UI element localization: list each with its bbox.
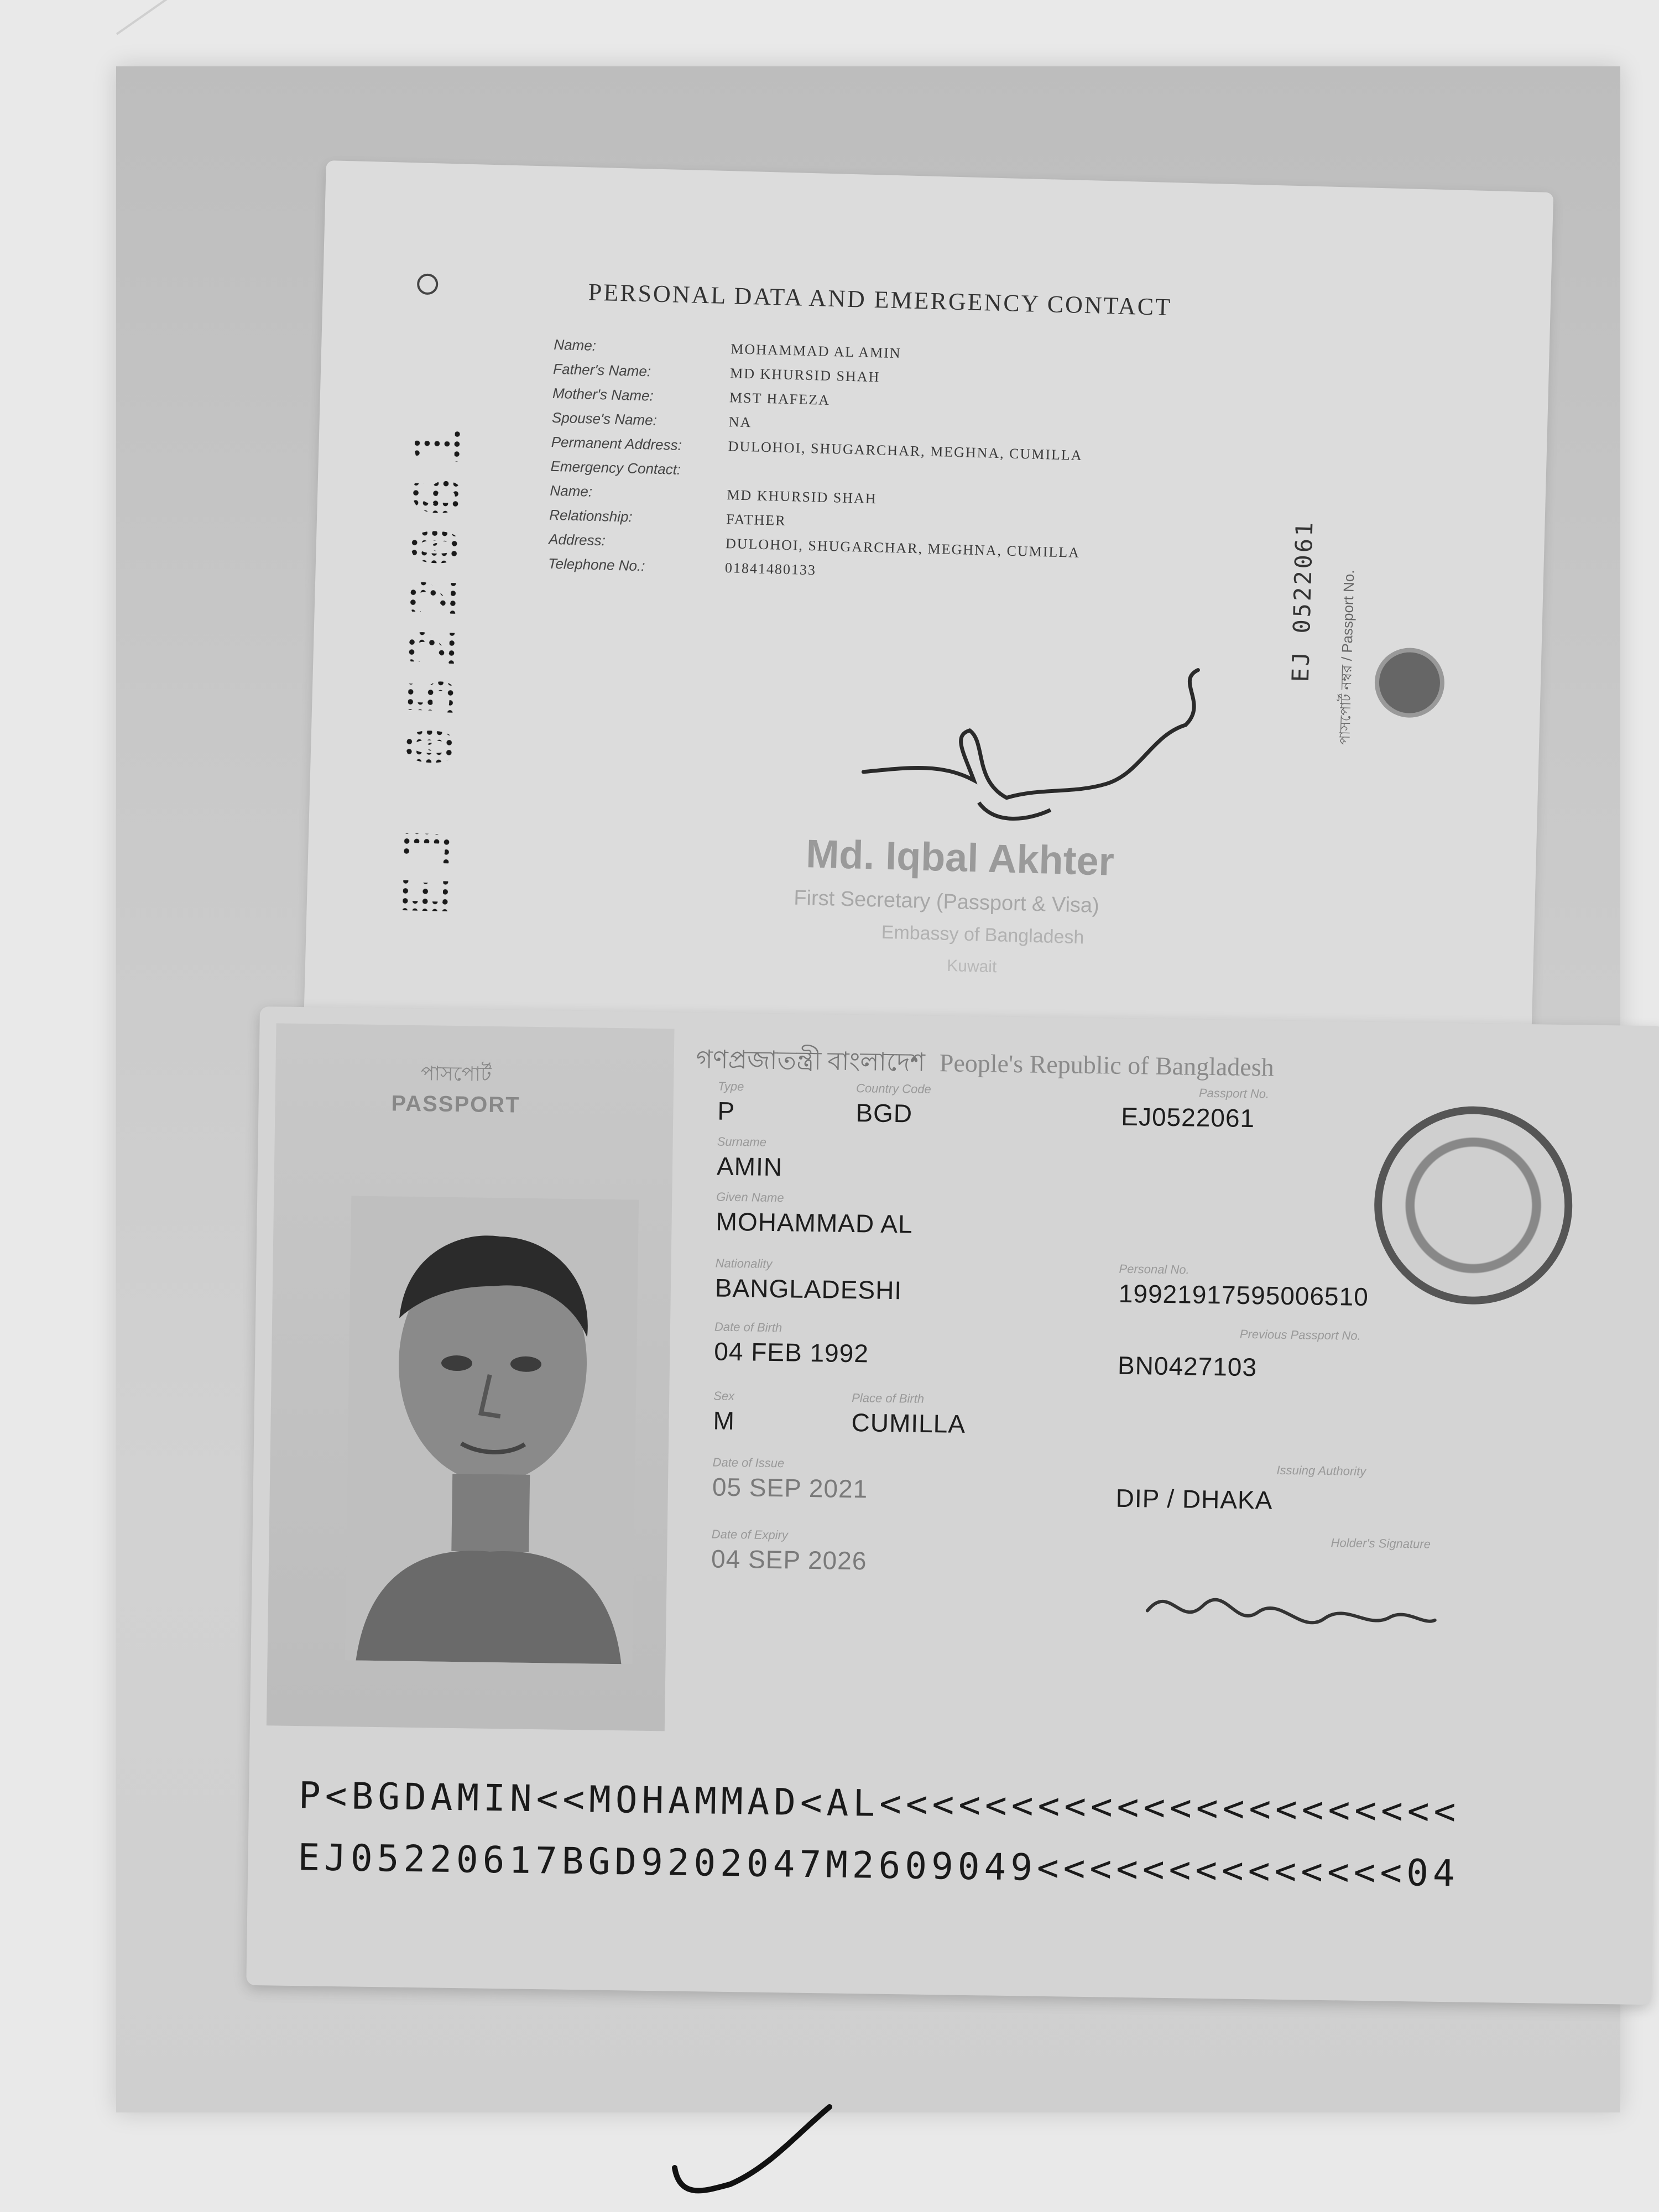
surname-label: Surname	[717, 1134, 767, 1149]
personal-data-title: PERSONAL DATA AND EMERGENCY CONTACT	[588, 278, 1172, 321]
pd-row: Emergency Contact:	[550, 457, 681, 478]
pd-row: Name: MOHAMMAD AL AMIN	[554, 336, 901, 362]
nationality-label: Nationality	[715, 1256, 773, 1271]
personal-number: 19921917595006510	[1118, 1279, 1369, 1312]
issue-date: 05 SEP 2021	[712, 1472, 868, 1504]
given-name: MOHAMMAD AL	[716, 1207, 914, 1239]
pd-row: Name: MD KHURSID SHAH	[550, 482, 877, 507]
scanned-paper	[116, 66, 1620, 2112]
checkmark-icon	[664, 2101, 841, 2201]
type-label: Type	[717, 1079, 744, 1094]
passport-no-label: Passport No.	[1198, 1086, 1270, 1101]
nationality: BANGLADESHI	[714, 1273, 902, 1305]
given-name-label: Given Name	[716, 1190, 784, 1205]
pd-row: Address: DULOHOI, SHUGARCHAR, MEGHNA, CUMILLA	[548, 530, 1081, 561]
previous-passport-number: BN0427103	[1117, 1350, 1258, 1382]
perforation-hole	[417, 273, 439, 295]
holder-photo	[345, 1196, 639, 1664]
mrz-line-2: EJ05220617BGD9202047M2609049<<<<<<<<<<<<<<04	[297, 1836, 1460, 1895]
issuing-authority-label: Issuing Authority	[1276, 1463, 1366, 1479]
surname: AMIN	[716, 1151, 783, 1182]
expiry-date-label: Date of Expiry	[711, 1527, 789, 1542]
signatory-title: First Secretary (Passport & Visa)	[793, 886, 1100, 918]
issuing-authority: DIP / DHAKA	[1115, 1483, 1273, 1515]
place-of-birth-label: Place of Birth	[852, 1391, 925, 1406]
holder-signature-graphic	[1136, 1561, 1447, 1653]
holder-signature-label: Holder's Signature	[1331, 1536, 1431, 1551]
signatory-org: Embassy of Bangladesh	[881, 921, 1084, 948]
personal-data-rows	[547, 332, 1272, 594]
date-of-birth: 04 FEB 1992	[714, 1337, 869, 1368]
passport-data-page	[246, 1006, 1659, 2005]
passport-type: P	[717, 1096, 735, 1126]
officer-signature-graphic	[839, 650, 1232, 848]
previous-passport-label: Previous Passport No.	[1239, 1327, 1361, 1343]
personal-no-label: Personal No.	[1119, 1261, 1190, 1277]
pd-row: Relationship: FATHER	[549, 506, 786, 529]
mrz-line-1: P<BGDAMIN<<MOHAMMAD<AL<<<<<<<<<<<<<<<<<<<<<<	[298, 1774, 1460, 1833]
republic-title: গণপ্রজাতন্ত্রী বাংলাদেশ People's Republic of Bangladesh	[696, 1045, 1275, 1082]
signatory-city: Kuwait	[946, 956, 997, 977]
paper-fold	[116, 0, 307, 35]
machine-readable-zone	[298, 1765, 1460, 1905]
pd-row: Permanent Address: DULOHOI, SHUGARCHAR, MEGHNA, CUMILLA	[551, 433, 1083, 463]
sex: M	[713, 1406, 735, 1436]
vertical-passport-number: EJ 0522061	[1286, 519, 1318, 682]
pd-row: Spouse's Name: NA	[551, 409, 752, 431]
pd-row: Telephone No.: 01841480133	[547, 555, 817, 578]
dob-label: Date of Birth	[714, 1319, 782, 1335]
bangladesh-emblem-icon	[1374, 647, 1445, 718]
vertical-passport-caption: পাসপোর্ট নম্বর / Passport No.	[1335, 570, 1358, 745]
issue-date-label: Date of Issue	[712, 1455, 785, 1470]
signatory-name: Md. Iqbal Akhter	[805, 832, 1115, 884]
sex-label: Sex	[713, 1389, 735, 1404]
country-code-label: Country Code	[855, 1081, 931, 1096]
personal-data-page	[304, 160, 1553, 1055]
pd-row: Mother's Name: MST HAFEZA	[552, 384, 831, 408]
pd-row: Father's Name: MD KHURSID SHAH	[552, 360, 880, 385]
perforated-passport-number: EJ 0522061	[389, 416, 480, 917]
passport-number: EJ0522061	[1121, 1102, 1255, 1133]
country-code: BGD	[855, 1098, 913, 1128]
bangladesh-seal-icon	[1373, 1105, 1574, 1306]
passport-label: পাসপোর্ট PASSPORT	[391, 1062, 520, 1118]
expiry-date: 04 SEP 2026	[711, 1544, 867, 1575]
place-of-birth: CUMILLA	[851, 1408, 966, 1438]
